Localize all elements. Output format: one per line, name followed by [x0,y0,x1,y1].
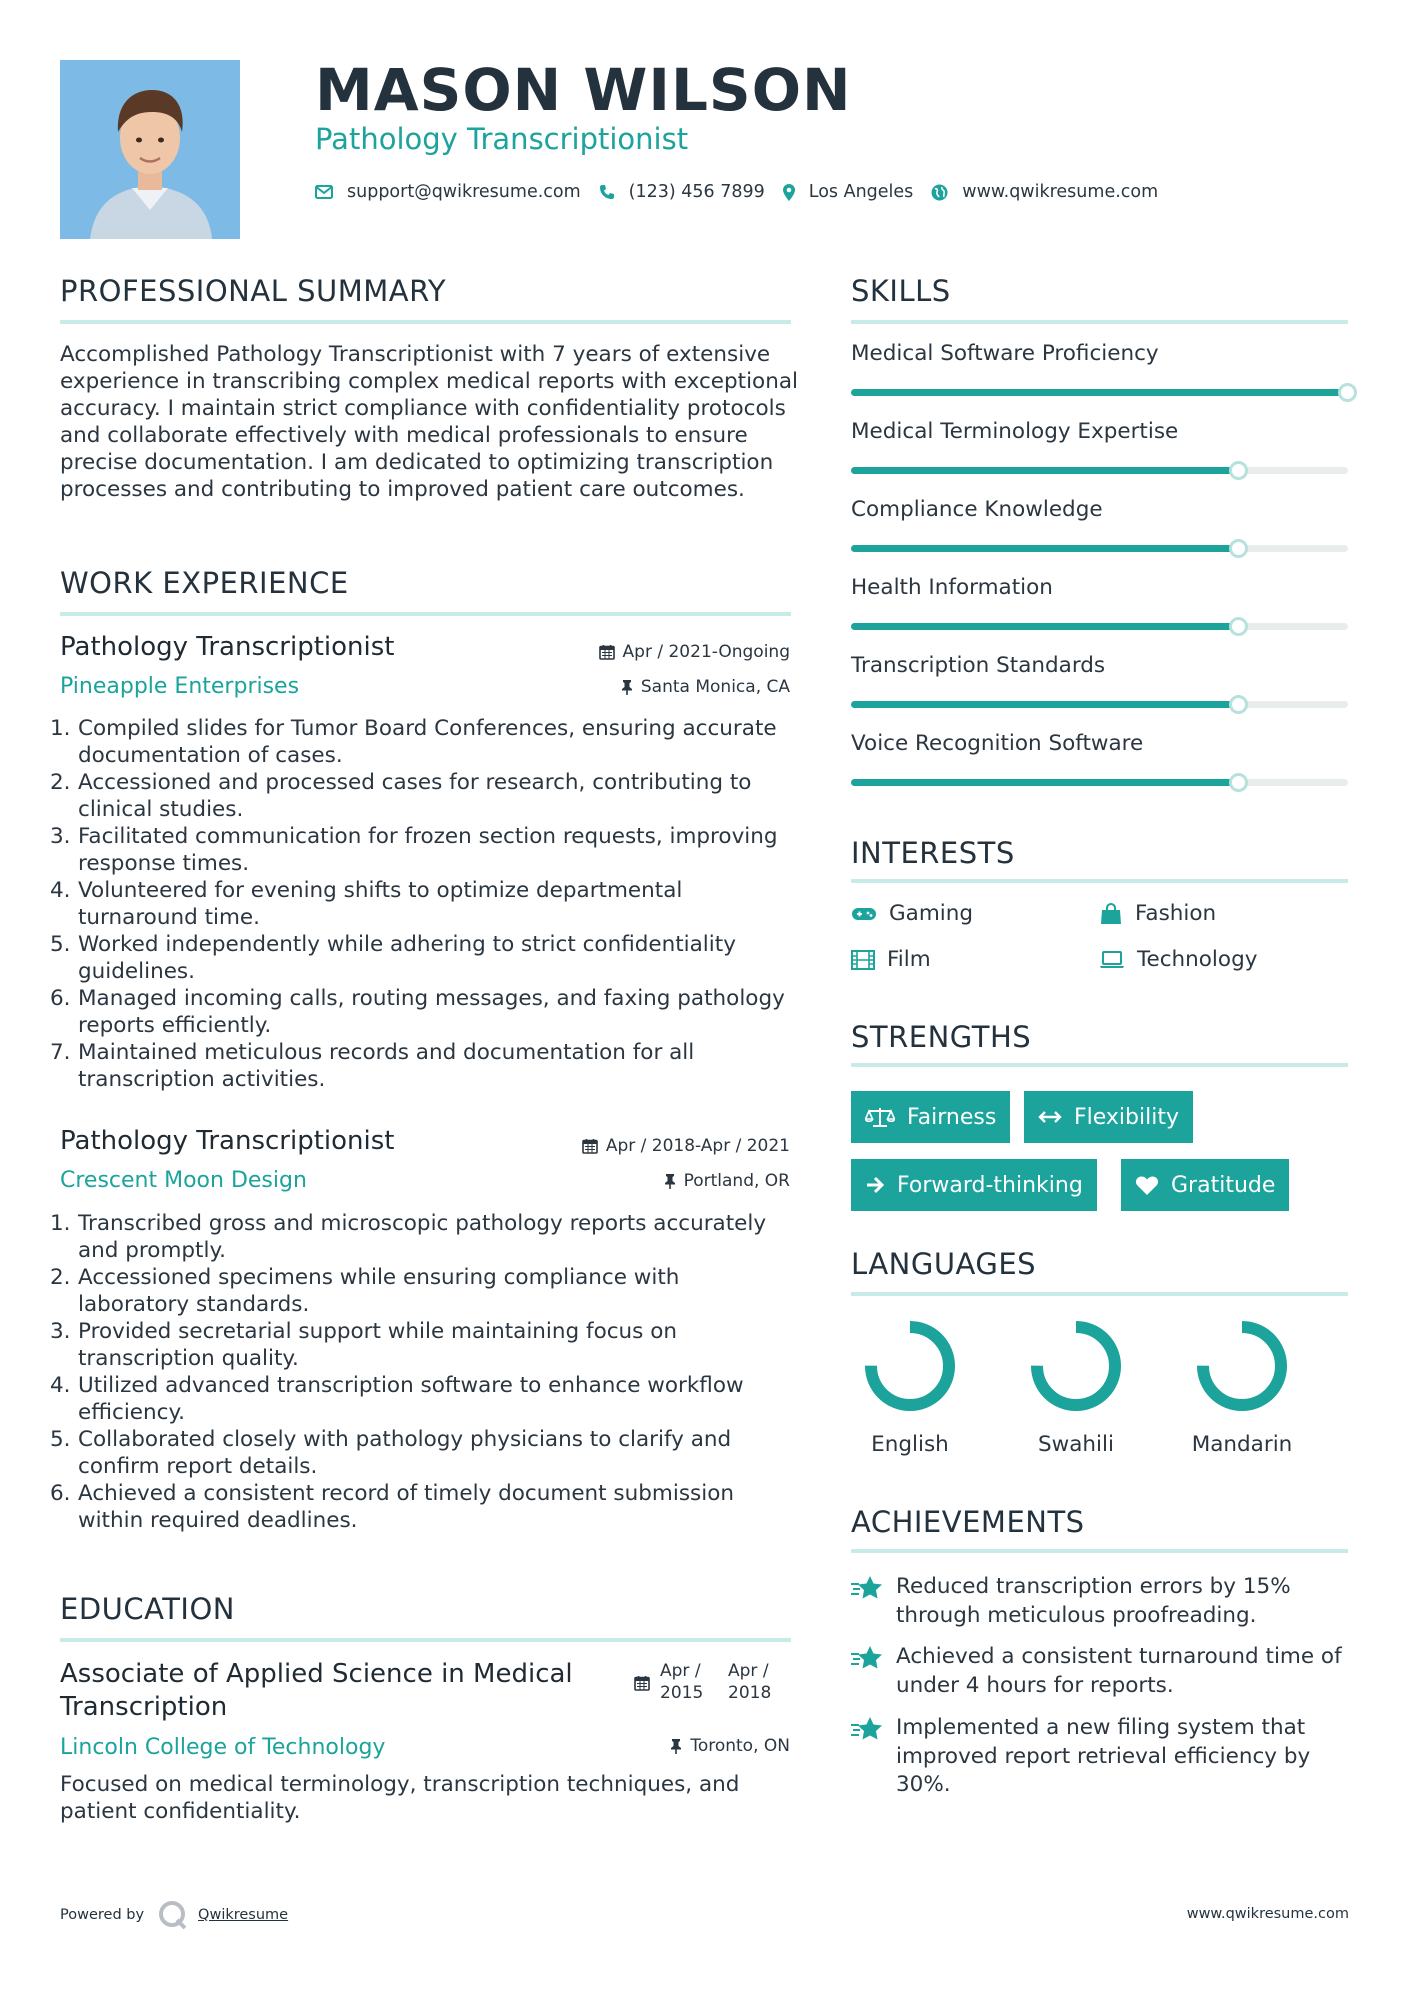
interest-item [1099,901,1216,926]
shopping-bag-icon [1099,903,1123,925]
responsibility-number: 5. [50,932,71,957]
heart-icon [1135,1175,1159,1196]
skill-level-bar [851,545,1348,552]
section-divider [851,1292,1348,1296]
job-company: Crescent Moon Design [60,1168,307,1193]
responsibility-number: 1. [50,1211,71,1236]
responsibility-item [50,1264,790,1318]
section-divider [851,1549,1348,1553]
skill-level-bar [851,467,1348,474]
skill-level-knob [1229,617,1248,636]
skill-level-knob [1229,461,1248,480]
responsibility-text: Compiled slides for Tumor Board Conferences, ensuring accurate documentation of cases. [78,716,777,768]
laptop-icon [1099,951,1125,969]
section-heading-summary: PROFESSIONAL SUMMARY [60,274,447,308]
skill-level-fill [851,701,1239,708]
skill-level-bar [851,389,1348,396]
strength-label: Forward-thinking [897,1172,1083,1198]
skill-level-fill [851,779,1239,786]
section-heading-experience: WORK EXPERIENCE [60,566,349,600]
skill-level-bar [851,623,1348,630]
skill-name: Medical Terminology Expertise [851,419,1179,444]
responsibility-item [50,1480,790,1534]
responsibility-item [50,1318,790,1372]
responsibility-item [50,823,790,877]
map-pin-icon [783,184,795,201]
footer-website[interactable]: www.qwikresume.com [1186,1906,1349,1922]
section-heading-skills: SKILLS [851,274,951,308]
edu-location-text: Toronto, ON [690,1736,790,1756]
responsibility-number: 3. [50,824,71,849]
achievement-item [851,1573,1361,1630]
strength-tag [1024,1091,1193,1143]
responsibility-item [50,877,790,931]
website-text: www.qwikresume.com [962,182,1159,202]
star-achievement-icon [851,1575,885,1601]
star-achievement-icon [851,1645,885,1671]
language-name: Swahili [1038,1432,1114,1457]
language-name: Mandarin [1191,1432,1293,1457]
skill-name: Medical Software Proficiency [851,341,1159,366]
interest-label: Film [887,947,931,972]
job-title: Pathology Transcriptionist [60,1126,395,1156]
achievement-text: Reduced transcription errors by 15% through meticulous proofreading. [896,1574,1291,1628]
balance-scale-icon [865,1106,895,1128]
job-title: Pathology Transcriptionist [60,632,395,662]
phone-text: (123) 456 7899 [628,182,765,202]
interest-label: Fashion [1135,901,1217,926]
section-heading-strengths: STRENGTHS [851,1020,1032,1054]
interest-label: Technology [1137,947,1258,972]
job-dates-text: Apr / 2021-Ongoing [622,642,790,662]
achievement-text: Achieved a consistent turnaround time of under 4 hours for reports. [896,1644,1342,1698]
job-responsibilities [50,1210,790,1534]
responsibility-number: 1. [50,716,71,741]
calendar-icon [634,1675,650,1691]
skill-name: Transcription Standards [851,653,1106,678]
strength-label: Fairness [907,1104,997,1130]
responsibility-text: Maintained meticulous records and documentation for all transcription activities. [78,1040,695,1092]
achievement-item [851,1714,1361,1800]
responsibility-text: Transcribed gross and microscopic pathology reports accurately and promptly. [78,1211,767,1263]
skill-name: Voice Recognition Software [851,731,1144,756]
language-level-arc [871,1327,949,1405]
responsibility-text: Collaborated closely with pathology physicians to clarify and confirm report details. [78,1427,732,1479]
skill-level-fill [851,389,1348,396]
responsibility-item [50,1039,790,1093]
section-heading-interests: INTERESTS [851,836,1015,870]
arrow-right-icon [865,1176,885,1194]
language-level-arc [1203,1327,1281,1405]
skill-level-fill [851,467,1239,474]
section-divider [60,612,791,616]
job-location [664,1171,790,1191]
responsibility-number: 4. [50,1373,71,1398]
responsibility-number: 5. [50,1427,71,1452]
strength-label: Gratitude [1171,1172,1276,1198]
section-heading-languages: LANGUAGES [851,1247,1037,1281]
arrows-horizontal-icon [1038,1110,1062,1124]
star-achievement-icon [851,1716,885,1742]
candidate-role: Pathology Transcriptionist [315,122,689,156]
responsibility-text: Provided secretarial support while maintaining focus on transcription quality. [78,1319,677,1371]
summary-text: Accomplished Pathology Transcriptionist with 7 years of extensive experience in transcribing complex medical reports with exceptional accuracy. I maintain strict compliance with confidentiality protocols and collaborate effectively with medical professionals to ensure precise documentation. I am dedicated to optimizing transcription processes and contributing to improved patient care outcomes. [60,342,798,502]
responsibility-number: 4. [50,878,71,903]
edu-description: Focused on medical terminology, transcription techniques, and patient confidentiality. [60,1772,740,1824]
responsibility-number: 3. [50,1319,71,1344]
achievement-text: Implemented a new filing system that improved report retrieval efficiency by 30%. [896,1715,1311,1797]
responsibility-text: Facilitated communication for frozen section requests, improving response times. [78,824,778,876]
responsibility-item [50,985,790,1039]
skill-level-knob [1229,773,1248,792]
responsibility-text: Accessioned and processed cases for research, contributing to clinical studies. [78,770,752,822]
skill-level-knob [1229,695,1248,714]
section-divider [851,320,1348,324]
strength-label: Flexibility [1074,1104,1179,1130]
interest-item [851,901,973,926]
powered-by-label: Powered by [60,1907,145,1923]
job-location [621,677,790,697]
interest-item [851,947,931,972]
job-responsibilities [50,715,790,1093]
gamepad-icon [851,906,877,922]
profile-photo [60,60,240,239]
responsibility-item [50,715,790,769]
envelope-icon [315,185,333,199]
section-heading-education: EDUCATION [60,1592,236,1626]
responsibility-number: 7. [50,1040,71,1065]
skill-level-bar [851,779,1348,786]
footer-powered-by [60,1900,288,1930]
responsibility-text: Utilized advanced transcription software to enhance workflow efficiency. [78,1373,744,1425]
contact-location [783,182,914,202]
edu-start-date: Apr / 2015 [660,1661,704,1703]
skill-name: Health Information [851,575,1053,600]
skill-level-fill [851,545,1239,552]
job-dates [599,642,790,662]
qwikresume-link[interactable]: Qwikresume [198,1907,289,1923]
responsibility-number: 6. [50,1481,71,1506]
responsibility-item [50,1426,790,1480]
pushpin-icon [670,1738,682,1754]
section-divider [851,1063,1348,1067]
skill-level-knob [1338,383,1357,402]
school-name: Lincoln College of Technology [60,1735,386,1760]
skill-level-bar [851,701,1348,708]
responsibility-text: Worked independently while adhering to strict confidentiality guidelines. [78,932,736,984]
language-level-ring [1194,1318,1290,1414]
contact-phone[interactable] [599,182,765,202]
language-level-arc [1037,1327,1115,1405]
email-text: support@qwikresume.com [347,182,581,202]
interest-label: Gaming [889,901,974,926]
language-name: English [871,1432,949,1457]
language-level-ring [862,1318,958,1414]
job-location-text: Portland, OR [683,1171,790,1191]
responsibility-text: Volunteered for evening shifts to optimize departmental turnaround time. [78,878,683,930]
responsibility-number: 6. [50,986,71,1011]
pushpin-icon [664,1173,676,1189]
edu-location [670,1736,790,1756]
contact-website[interactable] [931,182,1158,202]
skill-level-fill [851,623,1239,630]
responsibility-item [50,1210,790,1264]
job-dates [582,1136,790,1156]
skill-name: Compliance Knowledge [851,497,1103,522]
responsibility-text: Accessioned specimens while ensuring compliance with laboratory standards. [78,1265,680,1317]
section-divider [851,879,1348,883]
responsibility-text: Managed incoming calls, routing messages, and faxing pathology reports efficiently. [78,986,785,1038]
responsibility-number: 2. [50,770,71,795]
skill-level-knob [1229,539,1248,558]
strength-tag [851,1159,1097,1211]
responsibility-item [50,1372,790,1426]
strength-tag [1121,1159,1289,1211]
job-company: Pineapple Enterprises [60,674,300,699]
candidate-name: MASON WILSON [315,56,852,124]
job-dates-text: Apr / 2018-Apr / 2021 [605,1136,790,1156]
achievement-item [851,1643,1361,1700]
language-level-ring [1028,1318,1124,1414]
contact-bar [315,178,1176,206]
responsibility-text: Achieved a consistent record of timely document submission within required deadlines. [78,1481,734,1533]
film-icon [851,950,875,970]
phone-icon [599,184,615,200]
section-divider [60,1638,791,1642]
calendar-icon [582,1138,598,1154]
responsibility-item [50,931,790,985]
responsibility-number: 2. [50,1265,71,1290]
strength-tag [851,1091,1010,1143]
contact-email[interactable] [315,182,581,202]
responsibility-item [50,769,790,823]
degree-title: Associate of Applied Science in Medical Transcription [60,1659,573,1722]
section-divider [60,320,791,324]
pushpin-icon [621,679,633,695]
qwikresume-logo-icon [158,1900,190,1930]
calendar-icon [599,644,615,660]
edu-end-date: Apr / 2018 [728,1661,772,1703]
globe-icon [931,184,948,201]
section-heading-achievements: ACHIEVEMENTS [851,1505,1085,1539]
location-text: Los Angeles [808,182,914,202]
interest-item [1099,947,1257,972]
job-location-text: Santa Monica, CA [640,677,790,697]
